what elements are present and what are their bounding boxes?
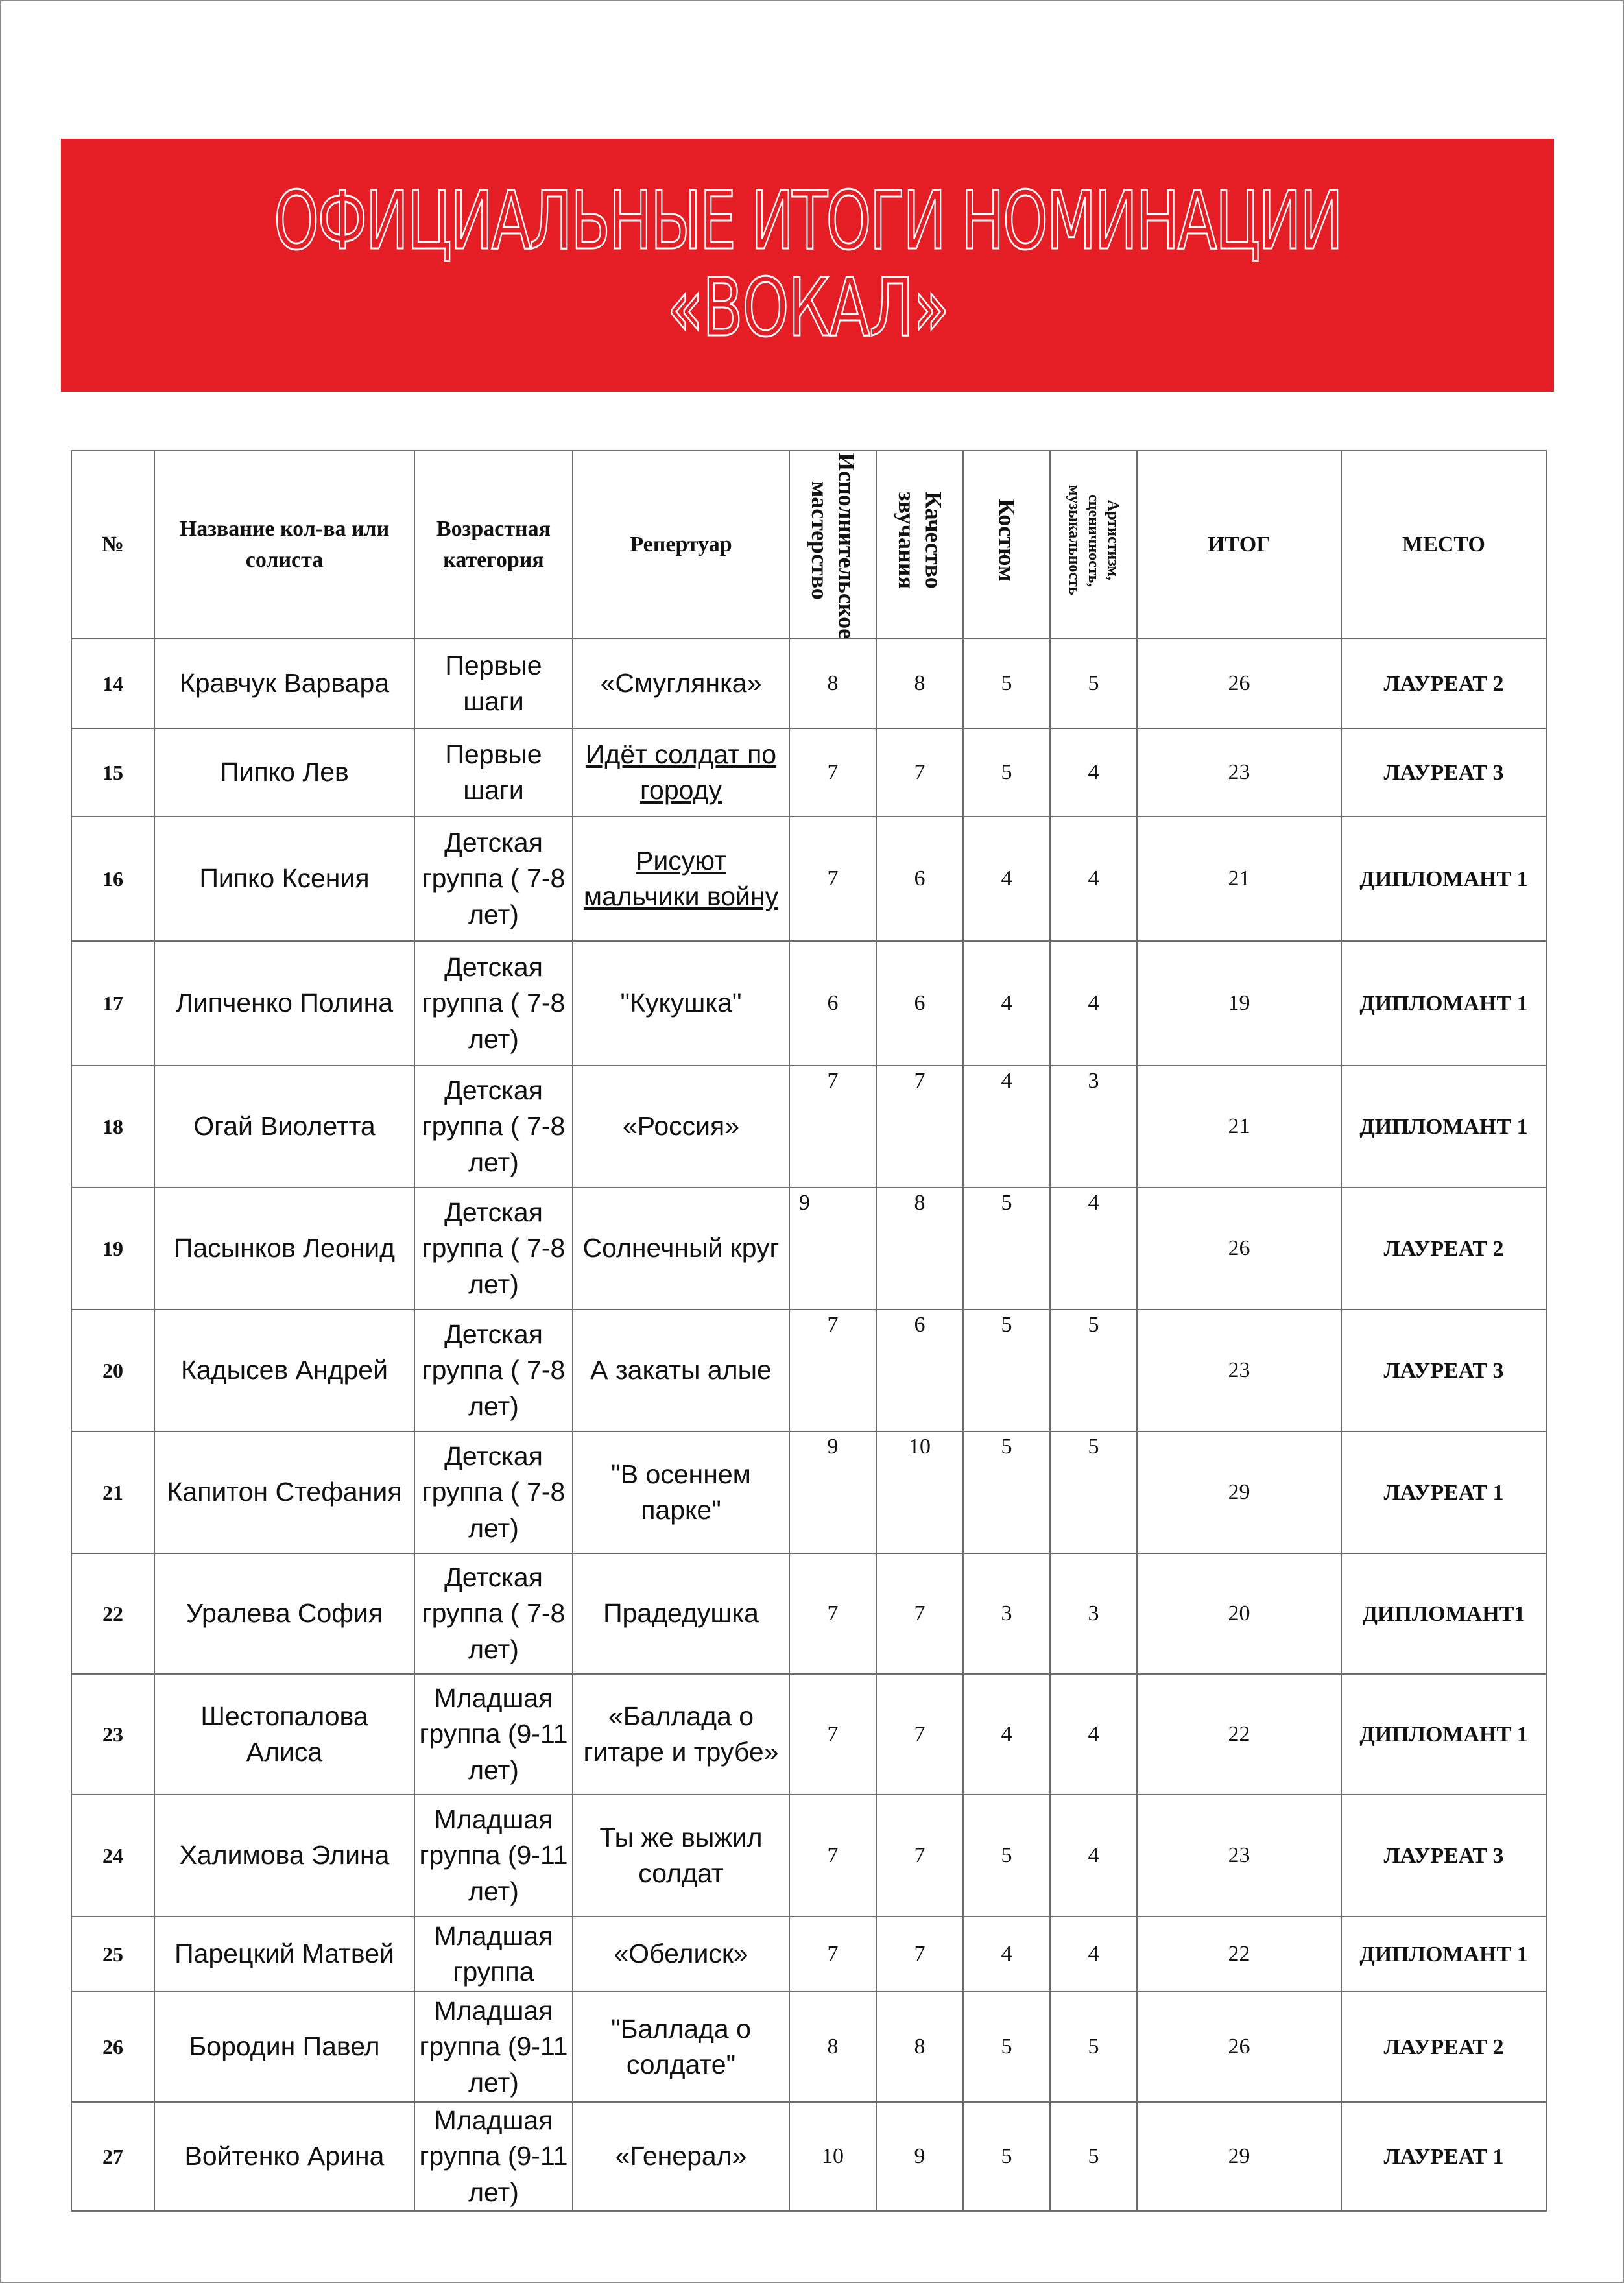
- repertoire: [573, 817, 789, 941]
- place-award: ДИПЛОМАНТ 1: [1341, 817, 1546, 941]
- age-category: Младшая группа: [414, 1917, 573, 1992]
- row-number: 22: [71, 1553, 154, 1674]
- header-sound: [876, 451, 963, 639]
- row-number: 27: [71, 2102, 154, 2211]
- table-row: [71, 728, 1546, 817]
- participant-name: Огай Виолетта: [154, 1066, 414, 1188]
- score-performance: 7: [789, 1795, 876, 1917]
- title-banner: [61, 139, 1554, 392]
- table-row: [71, 1553, 1546, 1674]
- place-award: ЛАУРЕАТ 3: [1341, 1309, 1546, 1431]
- total-score: 23: [1137, 1795, 1341, 1917]
- participant-name: Пипко Ксения: [154, 817, 414, 941]
- score-costume: 5: [963, 1992, 1050, 2102]
- score-artistry: 5: [1050, 2102, 1137, 2211]
- total-score: 29: [1137, 1431, 1341, 1553]
- score-sound: 7: [876, 1553, 963, 1674]
- total-score: 22: [1137, 1917, 1341, 1992]
- score-artistry: 3: [1050, 1553, 1137, 1674]
- score-costume: 4: [963, 1917, 1050, 1992]
- table-row: [71, 1992, 1546, 2102]
- score-sound: 8: [876, 639, 963, 728]
- total-score: 21: [1137, 817, 1341, 941]
- place-award: ДИПЛОМАНТ 1: [1341, 1917, 1546, 1992]
- score-performance: 7: [789, 1917, 876, 1992]
- score-costume: 5: [963, 1309, 1050, 1431]
- age-category: Детская группа ( 7-8 лет): [414, 1188, 573, 1309]
- total-score: 26: [1137, 1992, 1341, 2102]
- table-row: [71, 1674, 1546, 1795]
- participant-name: Пасынков Леонид: [154, 1188, 414, 1309]
- total-score: 29: [1137, 2102, 1341, 2211]
- place-award: ЛАУРЕАТ 1: [1341, 2102, 1546, 2211]
- score-sound: 8: [876, 1992, 963, 2102]
- place-award: ЛАУРЕАТ 2: [1341, 1992, 1546, 2102]
- score-artistry: 5: [1050, 1309, 1137, 1431]
- participant-name: Парецкий Матвей: [154, 1917, 414, 1992]
- score-artistry: 5: [1050, 1431, 1137, 1553]
- header-performance: [789, 451, 876, 639]
- score-sound: 7: [876, 728, 963, 817]
- place-award: ДИПЛОМАНТ 1: [1341, 1674, 1546, 1795]
- score-sound: 8: [876, 1188, 963, 1309]
- place-award: ЛАУРЕАТ 3: [1341, 1795, 1546, 1917]
- score-artistry: 4: [1050, 1188, 1137, 1309]
- age-category: Младшая группа (9-11 лет): [414, 1992, 573, 2102]
- table-row: [71, 1188, 1546, 1309]
- participant-name: Кадысев Андрей: [154, 1309, 414, 1431]
- header-sound-label: Качество звучания: [894, 492, 947, 590]
- repertoire: «Обелиск»: [573, 1917, 789, 1992]
- row-number: 25: [71, 1917, 154, 1992]
- age-category: Детская группа ( 7-8 лет): [414, 1066, 573, 1188]
- row-number: 24: [71, 1795, 154, 1917]
- score-performance: 7: [789, 1553, 876, 1674]
- header-performance-label: Исполнительское мастерство: [807, 453, 860, 639]
- repertoire-text: Идёт солдат по городу: [585, 739, 777, 805]
- page-title-line-1: ОФИЦИАЛЬНЫЕ ИТОГИ НОМИНАЦИИ: [274, 174, 1341, 269]
- score-costume: 4: [963, 941, 1050, 1066]
- age-category: Детская группа ( 7-8 лет): [414, 1431, 573, 1553]
- repertoire: [573, 728, 789, 817]
- repertoire-text: Рисуют мальчики войну: [583, 845, 779, 911]
- score-sound: 9: [876, 2102, 963, 2211]
- table-row: [71, 817, 1546, 941]
- participant-name: Кравчук Варвара: [154, 639, 414, 728]
- participant-name: Пипко Лев: [154, 728, 414, 817]
- place-award: ЛАУРЕАТ 2: [1341, 639, 1546, 728]
- header-num: №: [71, 451, 154, 639]
- place-award: ЛАУРЕАТ 2: [1341, 1188, 1546, 1309]
- table-row: [71, 1066, 1546, 1188]
- total-score: 23: [1137, 1309, 1341, 1431]
- age-category: Младшая группа (9-11 лет): [414, 1674, 573, 1795]
- header-age: Возрастная категория: [414, 451, 573, 639]
- score-costume: 3: [963, 1553, 1050, 1674]
- score-costume: 5: [963, 639, 1050, 728]
- score-artistry: 4: [1050, 728, 1137, 817]
- repertoire: А закаты алые: [573, 1309, 789, 1431]
- participant-name: Бородин Павел: [154, 1992, 414, 2102]
- score-sound: 7: [876, 1674, 963, 1795]
- age-category: Детская группа ( 7-8 лет): [414, 1553, 573, 1674]
- score-costume: 5: [963, 728, 1050, 817]
- score-costume: 4: [963, 1066, 1050, 1188]
- repertoire: "Баллада о солдате": [573, 1992, 789, 2102]
- score-sound: 6: [876, 941, 963, 1066]
- participant-name: Шестопалова Алиса: [154, 1674, 414, 1795]
- age-category: Детская группа ( 7-8 лет): [414, 1309, 573, 1431]
- score-costume: 4: [963, 817, 1050, 941]
- repertoire: «Генерал»: [573, 2102, 789, 2211]
- header-artistry-label: Артистизм, сценичность, музыкальность: [1066, 485, 1121, 595]
- score-costume: 5: [963, 1431, 1050, 1553]
- score-sound: 10: [876, 1431, 963, 1553]
- score-performance: 10: [789, 2102, 876, 2211]
- total-score: 23: [1137, 728, 1341, 817]
- place-award: ЛАУРЕАТ 3: [1341, 728, 1546, 817]
- participant-name: Уралева София: [154, 1553, 414, 1674]
- results-body: [71, 639, 1546, 2211]
- score-artistry: 4: [1050, 1917, 1137, 1992]
- row-number: 20: [71, 1309, 154, 1431]
- repertoire: Прадедушка: [573, 1553, 789, 1674]
- score-sound: 6: [876, 1309, 963, 1431]
- score-artistry: 4: [1050, 817, 1137, 941]
- row-number: 15: [71, 728, 154, 817]
- score-costume: 4: [963, 1674, 1050, 1795]
- page-title-line-2: «ВОКАЛ»: [666, 261, 949, 355]
- age-category: Младшая группа (9-11 лет): [414, 1795, 573, 1917]
- score-artistry: 5: [1050, 639, 1137, 728]
- row-number: 21: [71, 1431, 154, 1553]
- participant-name: Липченко Полина: [154, 941, 414, 1066]
- table-row: [71, 1309, 1546, 1431]
- score-performance: 6: [789, 941, 876, 1066]
- age-category: Детская группа ( 7-8 лет): [414, 817, 573, 941]
- repertoire: «Смуглянка»: [573, 639, 789, 728]
- header-repertoire: Репертуар: [573, 451, 789, 639]
- row-number: 16: [71, 817, 154, 941]
- header-total: ИТОГ: [1137, 451, 1341, 639]
- participant-name: Войтенко Арина: [154, 2102, 414, 2211]
- score-sound: 6: [876, 817, 963, 941]
- header-place: МЕСТО: [1341, 451, 1546, 639]
- age-category: Первые шаги: [414, 639, 573, 728]
- header-row: [71, 451, 1546, 639]
- header-costume-label: Костюм: [994, 499, 1020, 582]
- repertoire: «Баллада о гитаре и трубе»: [573, 1674, 789, 1795]
- age-category: Младшая группа (9-11 лет): [414, 2102, 573, 2211]
- row-number: 14: [71, 639, 154, 728]
- row-number: 19: [71, 1188, 154, 1309]
- header-costume: [963, 451, 1050, 639]
- score-performance: 8: [789, 639, 876, 728]
- age-category: Первые шаги: [414, 728, 573, 817]
- participant-name: Халимова Элина: [154, 1795, 414, 1917]
- score-costume: 5: [963, 1188, 1050, 1309]
- table-row: [71, 639, 1546, 728]
- table-row: [71, 941, 1546, 1066]
- table-row: [71, 1917, 1546, 1992]
- score-sound: 7: [876, 1795, 963, 1917]
- score-artistry: 4: [1050, 1674, 1137, 1795]
- participant-name: Капитон Стефания: [154, 1431, 414, 1553]
- score-performance: 7: [789, 1674, 876, 1795]
- row-number: 26: [71, 1992, 154, 2102]
- total-score: 22: [1137, 1674, 1341, 1795]
- score-sound: 7: [876, 1066, 963, 1188]
- score-artistry: 5: [1050, 1992, 1137, 2102]
- score-performance: 7: [789, 728, 876, 817]
- score-costume: 5: [963, 1795, 1050, 1917]
- row-number: 23: [71, 1674, 154, 1795]
- table-row: [71, 1431, 1546, 1553]
- score-performance: 8: [789, 1992, 876, 2102]
- score-artistry: 4: [1050, 941, 1137, 1066]
- place-award: ДИПЛОМАНТ1: [1341, 1553, 1546, 1674]
- total-score: 21: [1137, 1066, 1341, 1188]
- header-artistry: [1050, 451, 1137, 639]
- table-row: [71, 2102, 1546, 2211]
- table-row: [71, 1795, 1546, 1917]
- row-number: 17: [71, 941, 154, 1066]
- score-performance: 7: [789, 1066, 876, 1188]
- total-score: 26: [1137, 1188, 1341, 1309]
- repertoire: Солнечный круг: [573, 1188, 789, 1309]
- repertoire: Ты же выжил солдат: [573, 1795, 789, 1917]
- row-number: 18: [71, 1066, 154, 1188]
- repertoire: «Россия»: [573, 1066, 789, 1188]
- place-award: ДИПЛОМАНТ 1: [1341, 941, 1546, 1066]
- place-award: ЛАУРЕАТ 1: [1341, 1431, 1546, 1553]
- score-costume: 5: [963, 2102, 1050, 2211]
- header-name: Название кол-ва или солиста: [154, 451, 414, 639]
- total-score: 26: [1137, 639, 1341, 728]
- total-score: 19: [1137, 941, 1341, 1066]
- score-artistry: 4: [1050, 1795, 1137, 1917]
- score-sound: 7: [876, 1917, 963, 1992]
- total-score: 20: [1137, 1553, 1341, 1674]
- repertoire: "Кукушка": [573, 941, 789, 1066]
- score-performance: 9: [789, 1188, 876, 1309]
- score-performance: 9: [789, 1431, 876, 1553]
- age-category: Детская группа ( 7-8 лет): [414, 941, 573, 1066]
- results-table: [71, 450, 1547, 2212]
- score-performance: 7: [789, 817, 876, 941]
- place-award: ДИПЛОМАНТ 1: [1341, 1066, 1546, 1188]
- repertoire: "В осеннем парке": [573, 1431, 789, 1553]
- score-artistry: 3: [1050, 1066, 1137, 1188]
- score-performance: 7: [789, 1309, 876, 1431]
